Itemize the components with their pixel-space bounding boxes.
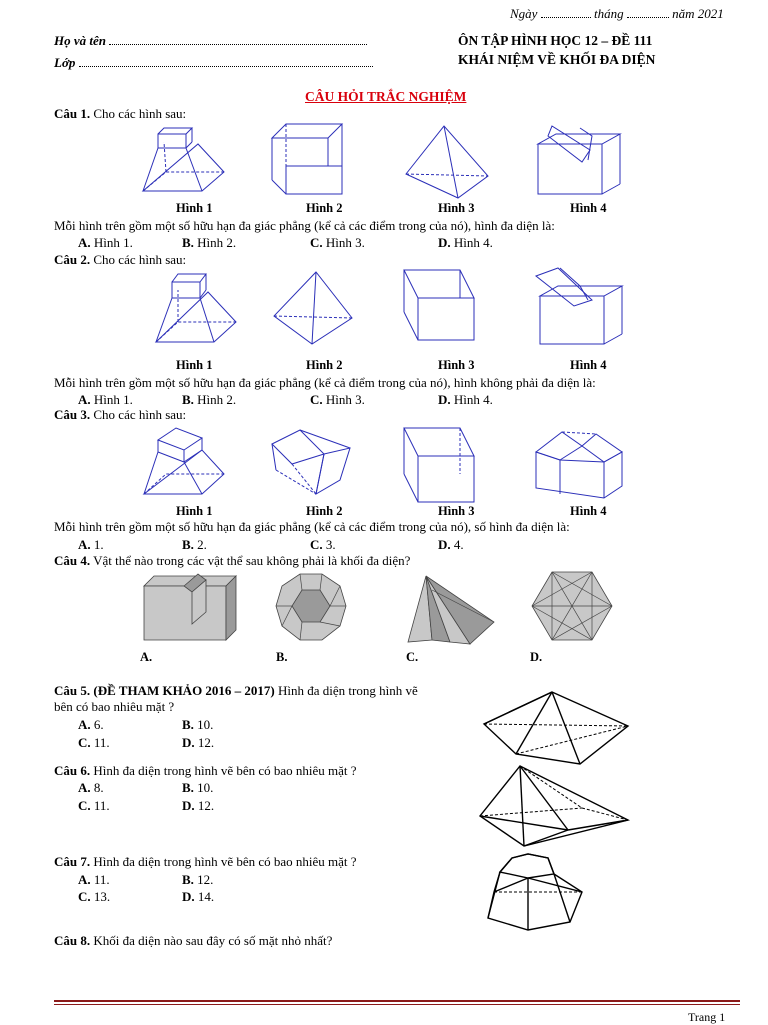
q5-option-b[interactable]: B. 10. bbox=[182, 717, 214, 732]
q2-label: Câu 2. bbox=[54, 252, 91, 267]
q2-prompt bbox=[54, 252, 186, 268]
q6-prompt bbox=[54, 763, 357, 779]
q1-option-a[interactable]: A. Hình 1. bbox=[78, 235, 133, 250]
q7-option-c[interactable]: C. 13. bbox=[78, 889, 111, 904]
q4-object-d bbox=[530, 570, 614, 644]
q2-option-a[interactable]: A. Hình 1. bbox=[78, 392, 133, 407]
footer-rule bbox=[54, 1000, 740, 1002]
q4-object-b bbox=[274, 572, 348, 644]
q6-option-b[interactable]: B. 10. bbox=[182, 780, 214, 795]
q3-fig1-label: Hình 1 bbox=[176, 504, 213, 518]
q3-text: Cho các hình sau: bbox=[93, 407, 187, 422]
q2-figure-1 bbox=[152, 270, 242, 346]
q3-figure-1 bbox=[140, 424, 230, 500]
date-line bbox=[510, 6, 724, 22]
q4-prompt bbox=[54, 553, 410, 569]
section-title: CÂU HỎI TRẮC NGHIỆM bbox=[305, 89, 467, 104]
name-label: Họ và tên bbox=[54, 33, 106, 48]
q1-fig2-label: Hình 2 bbox=[306, 201, 343, 215]
q3-figure-3 bbox=[402, 426, 478, 504]
q1-stem: Mỗi hình trên gồm một số hữu hạn đa giác phẳng (kể cả các điểm trong của nó), hình đa diện là: bbox=[54, 218, 555, 233]
q2-fig3-label: Hình 3 bbox=[438, 358, 475, 372]
q4-option-b[interactable]: B. bbox=[276, 650, 288, 664]
q4-option-c[interactable]: C. bbox=[406, 650, 419, 664]
q7-option-b[interactable]: B. 12. bbox=[182, 872, 214, 887]
q3-figure-4 bbox=[532, 424, 626, 502]
q1-prompt bbox=[54, 106, 186, 122]
q7-option-d[interactable]: D. 14. bbox=[182, 889, 215, 904]
q7-text: Hình đa diện trong hình vẽ bên có bao nhiêu mặt ? bbox=[93, 854, 357, 869]
date-month: tháng bbox=[593, 6, 624, 21]
q3-option-c[interactable]: C. 3. bbox=[310, 537, 336, 552]
q5-option-c[interactable]: C. 11. bbox=[78, 735, 110, 750]
q8-prompt bbox=[54, 933, 332, 949]
q8-text: Khối đa diện nào sau đây có số mặt nhỏ nhất? bbox=[93, 933, 333, 948]
q5-prompt bbox=[54, 683, 418, 699]
q2-fig1-label: Hình 1 bbox=[176, 358, 213, 372]
q8-label: Câu 8. bbox=[54, 933, 91, 948]
q3-option-b[interactable]: B. 2. bbox=[182, 537, 207, 552]
q2-option-d[interactable]: D. Hình 4. bbox=[438, 392, 493, 407]
q1-fig4-label: Hình 4 bbox=[570, 201, 607, 215]
q1-option-d[interactable]: D. Hình 4. bbox=[438, 235, 493, 250]
date-year: năm 2021 bbox=[672, 6, 724, 21]
q2-figure-2 bbox=[272, 270, 356, 346]
q1-option-c[interactable]: C. Hình 3. bbox=[310, 235, 365, 250]
q1-label: Câu 1. bbox=[54, 106, 91, 121]
q1-fig1-label: Hình 1 bbox=[176, 201, 213, 215]
q2-text: Cho các hình sau: bbox=[93, 252, 187, 267]
q2-figure-3 bbox=[402, 268, 478, 344]
q3-fig4-label: Hình 4 bbox=[570, 504, 607, 518]
class-label: Lớp bbox=[54, 55, 76, 70]
q2-stem: Mỗi hình trên gồm một số hữu hạn đa giác phẳng (kể cả điểm trong của nó), hình không phải đa diện là: bbox=[54, 375, 596, 390]
q6-option-a[interactable]: A. 8. bbox=[78, 780, 104, 795]
q2-fig4-label: Hình 4 bbox=[570, 358, 607, 372]
q5-option-d[interactable]: D. 12. bbox=[182, 735, 215, 750]
q6-option-d[interactable]: D. 12. bbox=[182, 798, 215, 813]
q1-option-b[interactable]: B. Hình 2. bbox=[182, 235, 237, 250]
q5-text-2: bên có bao nhiêu mặt ? bbox=[54, 699, 175, 714]
q1-figure-4 bbox=[530, 122, 626, 200]
date-prefix: Ngày bbox=[510, 6, 538, 21]
q5-label: Câu 5. (ĐỀ THAM KHẢO 2016 – 2017) bbox=[54, 683, 275, 698]
q2-fig2-label: Hình 2 bbox=[306, 358, 343, 372]
q7-figure bbox=[484, 852, 588, 932]
q2-option-c[interactable]: C. Hình 3. bbox=[310, 392, 365, 407]
q1-text: Cho các hình sau: bbox=[93, 106, 187, 121]
q3-figure-2 bbox=[270, 424, 356, 500]
q3-label: Câu 3. bbox=[54, 407, 91, 422]
q3-stem: Mỗi hình trên gồm một số hữu hạn đa giác phẳng (kể cả các điểm trong của nó), số hình đa diện là: bbox=[54, 519, 570, 534]
q4-object-a bbox=[136, 570, 242, 644]
doc-subtitle: KHÁI NIỆM VỀ KHỐI ĐA DIỆN bbox=[458, 52, 656, 67]
q6-label: Câu 6. bbox=[54, 763, 91, 778]
q5-figure bbox=[476, 688, 634, 768]
q4-text: Vật thể nào trong các vật thể sau không phải là khối đa diện? bbox=[93, 553, 411, 568]
q3-fig2-label: Hình 2 bbox=[306, 504, 343, 518]
q3-option-d[interactable]: D. 4. bbox=[438, 537, 464, 552]
q2-option-b[interactable]: B. Hình 2. bbox=[182, 392, 237, 407]
footer-rule-thin bbox=[54, 1004, 740, 1005]
q7-label: Câu 7. bbox=[54, 854, 91, 869]
q1-figure-3 bbox=[400, 124, 494, 200]
q2-figure-4 bbox=[532, 266, 628, 348]
q6-figure bbox=[478, 764, 634, 850]
q3-fig3-label: Hình 3 bbox=[438, 504, 475, 518]
q6-text: Hình đa diện trong hình vẽ bên có bao nhiêu mặt ? bbox=[93, 763, 357, 778]
doc-title: ÔN TẬP HÌNH HỌC 12 – ĐỀ 111 bbox=[458, 33, 653, 48]
q1-figure-1 bbox=[140, 124, 230, 194]
q1-fig3-label: Hình 3 bbox=[438, 201, 475, 215]
q3-prompt bbox=[54, 407, 186, 423]
q7-prompt bbox=[54, 854, 357, 870]
q1-figure-2 bbox=[270, 124, 346, 198]
q5-text: Hình đa diện trong hình vẽ bbox=[278, 683, 418, 698]
page-number: Trang 1 bbox=[688, 1010, 726, 1024]
q4-option-a[interactable]: A. bbox=[140, 650, 153, 664]
q6-option-c[interactable]: C. 11. bbox=[78, 798, 110, 813]
q3-option-a[interactable]: A. 1. bbox=[78, 537, 104, 552]
name-line bbox=[54, 33, 367, 49]
q7-option-a[interactable]: A. 11. bbox=[78, 872, 110, 887]
q5-option-a[interactable]: A. 6. bbox=[78, 717, 104, 732]
q4-label: Câu 4. bbox=[54, 553, 91, 568]
q4-object-c bbox=[404, 570, 498, 646]
class-line bbox=[54, 55, 373, 71]
q4-option-d[interactable]: D. bbox=[530, 650, 543, 664]
